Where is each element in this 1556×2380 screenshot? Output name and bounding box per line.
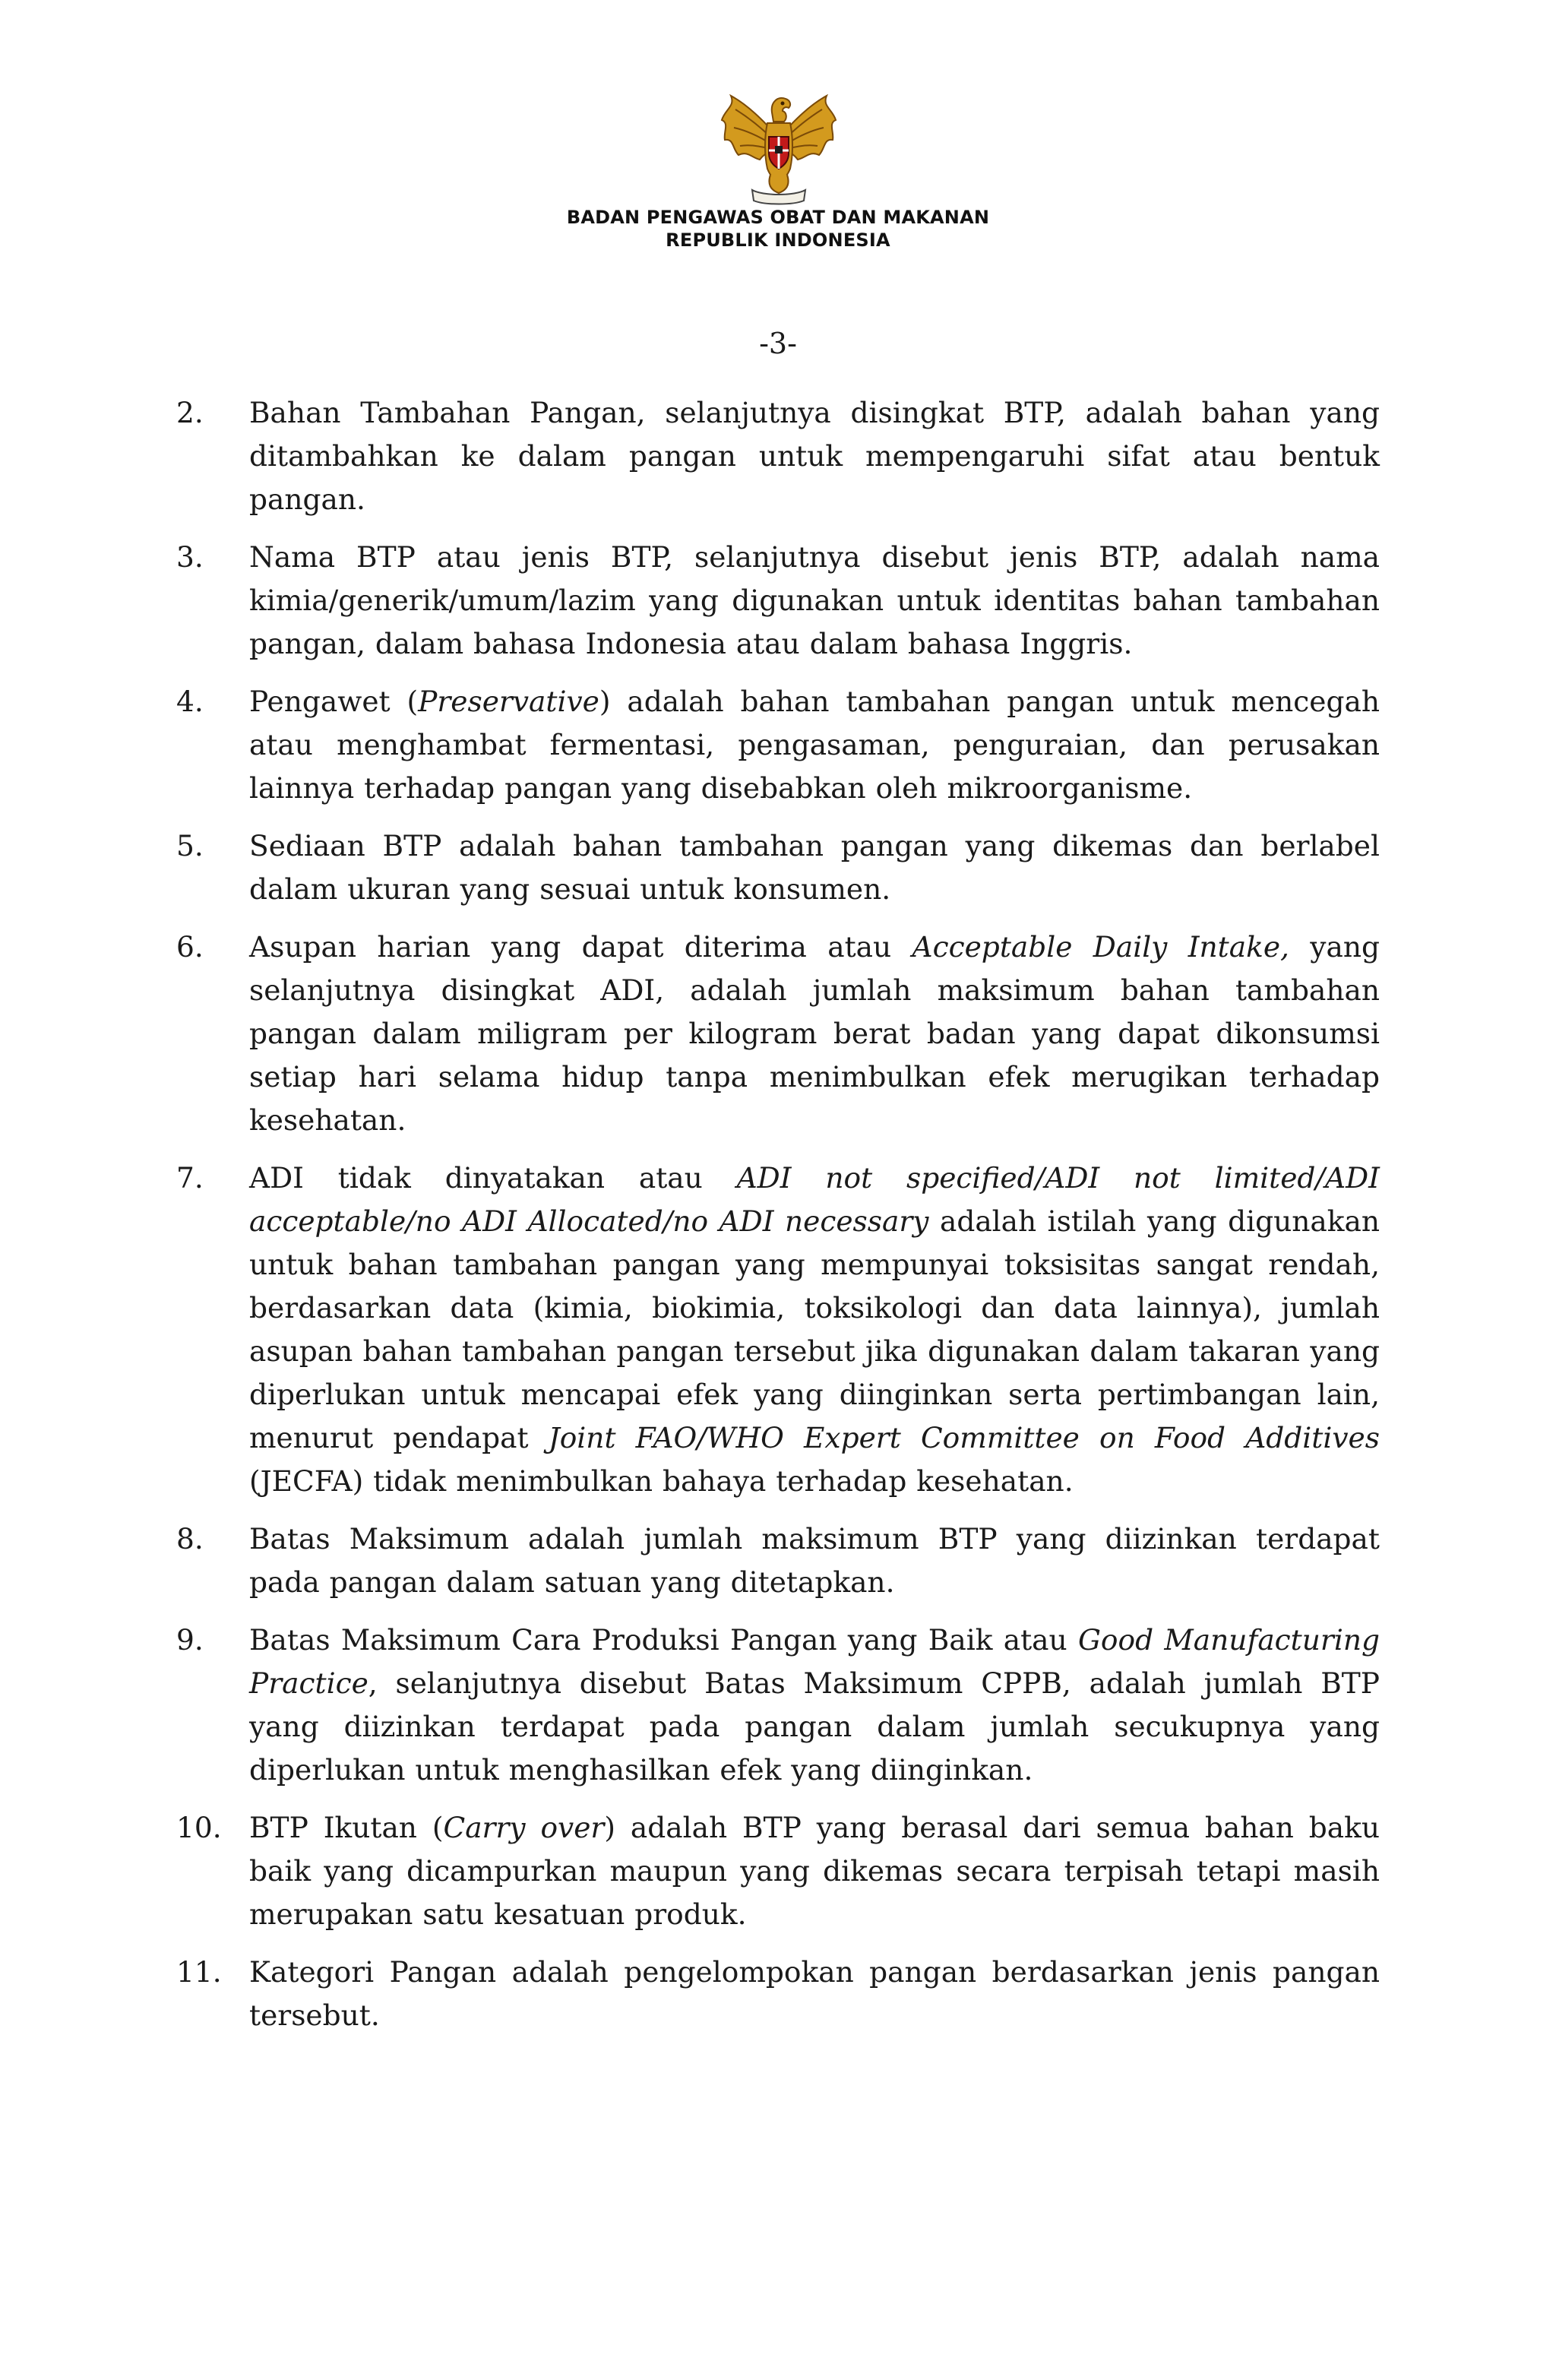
definition-item xyxy=(176,536,1380,666)
definition-number: 6. xyxy=(176,930,204,964)
definition-text xyxy=(249,1619,1380,1792)
definition-text-segment: yang selanjutnya disingkat ADI, adalah jumlah maksimum bahan tambahan pangan dalam miligram per kilogram berat badan yang dapat dikonsumsi setiap hari selama hidup tanpa menimbulkan efek merugikan terhadap kesehatan. xyxy=(249,930,1380,1137)
definition-number: 9. xyxy=(176,1623,204,1657)
definition-item xyxy=(176,1518,1380,1604)
definition-text-segment: Nama BTP atau jenis BTP, selanjutnya disebut jenis BTP, adalah nama kimia/generik/umum/lazim yang digunakan untuk identitas bahan tambahan pangan, dalam bahasa Indonesia atau dalam bahasa Inggris. xyxy=(249,540,1380,660)
definition-text xyxy=(249,926,1380,1142)
definition-item xyxy=(176,824,1380,911)
definition-number: 3. xyxy=(176,540,204,574)
definition-item xyxy=(176,680,1380,810)
definition-number: 5. xyxy=(176,829,204,862)
definition-term-italic: Preservative xyxy=(418,685,599,718)
definition-term-italic: ADI not specified/ADI not limited/ADI acceptable/no ADI Allocated/no ADI necessary xyxy=(249,1161,1380,1238)
definition-text xyxy=(249,536,1380,666)
definition-number: 2. xyxy=(176,396,204,429)
garuda-emblem-icon xyxy=(717,90,840,205)
definition-text-segment: ) adalah bahan tambahan pangan untuk mencegah atau menghambat fermentasi, pengasaman, penguraian, dan perusakan lainnya terhadap pangan yang disebabkan oleh mikroorganisme. xyxy=(249,685,1380,805)
definition-number: 8. xyxy=(176,1522,204,1556)
definition-number: 11. xyxy=(176,1955,222,1989)
definition-item xyxy=(176,1806,1380,1936)
agency-country: REPUBLIK INDONESIA xyxy=(666,229,890,251)
definition-text-segment: Kategori Pangan adalah pengelompokan pangan berdasarkan jenis pangan tersebut. xyxy=(249,1955,1380,2032)
definition-text xyxy=(249,824,1380,911)
agency-name: BADAN PENGAWAS OBAT DAN MAKANAN xyxy=(566,207,990,228)
definition-text-segment: Bahan Tambahan Pangan, selanjutnya disingkat BTP, adalah bahan yang ditambahkan ke dalam pangan untuk mempengaruhi sifat atau bentuk pangan. xyxy=(249,396,1380,516)
definition-term-italic: Acceptable Daily Intake, xyxy=(912,930,1289,964)
definition-item xyxy=(176,391,1380,521)
definition-text xyxy=(249,1518,1380,1604)
definition-item xyxy=(176,926,1380,1142)
definition-number: 10. xyxy=(176,1811,222,1844)
definition-text-segment: Pengawet ( xyxy=(249,685,419,718)
page-number: -3- xyxy=(759,327,797,360)
definition-list xyxy=(176,391,1380,2052)
definition-text-segment: (JECFA) tidak menimbulkan bahaya terhadap kesehatan. xyxy=(249,1464,1074,1498)
definition-text-segment: Asupan harian yang dapat diterima atau xyxy=(249,930,912,964)
definition-text xyxy=(249,680,1380,810)
definition-text xyxy=(249,391,1380,521)
definition-text-segment: Batas Maksimum adalah jumlah maksimum BTP yang diizinkan terdapat pada pangan dalam satuan yang ditetapkan. xyxy=(249,1522,1380,1599)
definition-text xyxy=(249,1951,1380,2037)
definition-text-segment: , selanjutnya disebut Batas Maksimum CPPB, adalah jumlah BTP yang diizinkan terdapat pada pangan dalam jumlah secukupnya yang diperlukan untuk menghasilkan efek yang diinginkan. xyxy=(249,1666,1380,1787)
definition-term-italic: Good Manufacturing Practice xyxy=(249,1623,1380,1700)
definition-number: 4. xyxy=(176,685,204,718)
definition-item xyxy=(176,1157,1380,1503)
definition-text xyxy=(249,1806,1380,1936)
definition-term-italic: Joint FAO/WHO Expert Committee on Food Additives xyxy=(548,1421,1380,1454)
definition-text xyxy=(249,1157,1380,1503)
definition-text-segment: Batas Maksimum Cara Produksi Pangan yang Baik atau xyxy=(249,1623,1078,1657)
definition-text-segment: ) adalah BTP yang berasal dari semua bahan baku baik yang dicampurkan maupun yang dikemas secara terpisah tetapi masih merupakan satu kesatuan produk. xyxy=(249,1811,1380,1931)
definition-text-segment: ADI tidak dinyatakan atau xyxy=(249,1161,737,1195)
definition-item xyxy=(176,1619,1380,1792)
definition-text-segment: adalah istilah yang digunakan untuk bahan tambahan pangan yang mempunyai toksisitas sangat rendah, berdasarkan data (kimia, biokimia, toksikologi dan data lainnya), jumlah asupan bahan tambahan pangan tersebut jika digunakan dalam takaran yang diperlukan untuk mencapai efek yang diinginkan serta pertimbangan lain, menurut pendapat xyxy=(249,1204,1380,1454)
definition-number: 7. xyxy=(176,1161,204,1195)
definition-text-segment: BTP Ikutan ( xyxy=(249,1811,444,1844)
definition-term-italic: Carry over xyxy=(443,1811,605,1844)
definition-item xyxy=(176,1951,1380,2037)
definition-text-segment: Sediaan BTP adalah bahan tambahan pangan yang dikemas dan berlabel dalam ukuran yang sesuai untuk konsumen. xyxy=(249,829,1380,906)
